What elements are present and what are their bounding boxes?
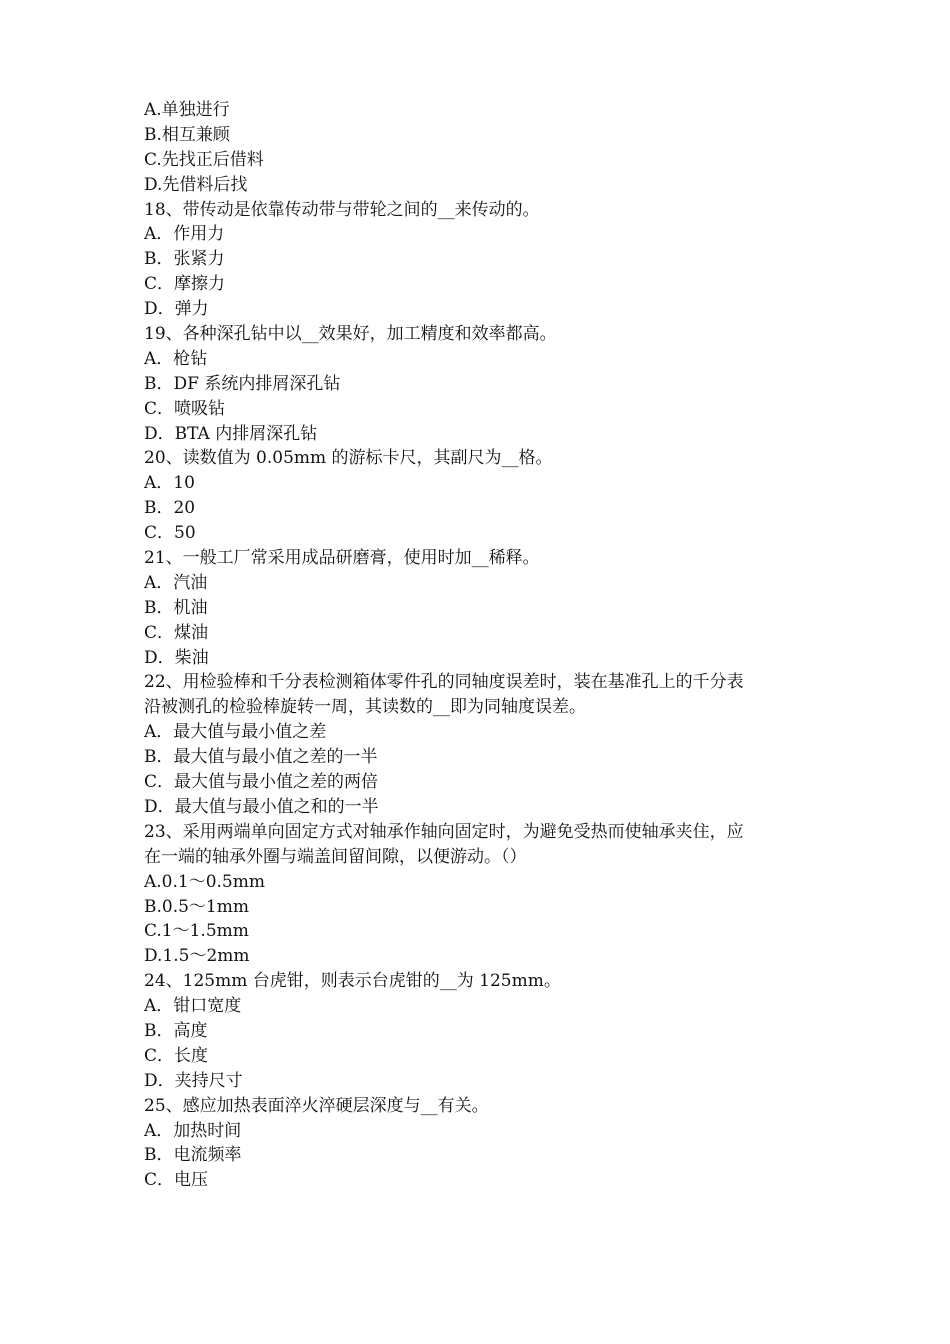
question-20-stem: 20、读数值为 0.05mm 的游标卡尺，其副尺为__格。 (144, 448, 553, 469)
option-line: B.相互兼顾 (144, 124, 230, 145)
question-24-option-b: B．高度 (144, 1020, 208, 1041)
question-20-option-b: B．20 (144, 498, 196, 519)
question-18-stem: 18、带传动是依靠传动带与带轮之间的__来传动的。 (144, 199, 540, 220)
question-24-stem: 24、125mm 台虎钳，则表示台虎钳的__为 125mm。 (144, 971, 561, 992)
question-23-stem-line-2: 在一端的轴承外圈与端盖间留间隙，以便游动。（） (144, 846, 527, 867)
question-21-option-d: D．柴油 (144, 647, 209, 668)
question-25-option-c: C．电压 (144, 1170, 209, 1191)
question-19-option-d: D．BTA 内排屑深孔钻 (144, 423, 318, 444)
question-22-stem-line-1: 22、用检验棒和千分表检测箱体零件孔的同轴度误差时，装在基准孔上的千分表 (144, 672, 744, 693)
question-23-option-b: B.0.5～1mm (144, 896, 249, 917)
question-22-option-c: C．最大值与最小值之差的两倍 (144, 772, 379, 793)
question-19-option-a: A．枪钻 (144, 348, 208, 369)
question-23-option-c: C.1～1.5mm (144, 921, 249, 942)
question-18-option-c: C．摩擦力 (144, 274, 226, 295)
question-21-option-a: A．汽油 (144, 572, 208, 593)
question-19-option-c: C．喷吸钻 (144, 398, 226, 419)
question-21-option-b: B．机油 (144, 597, 208, 618)
question-24-option-d: D．夹持尺寸 (144, 1070, 243, 1091)
question-22-stem-line-2: 沿被测孔的检验棒旋转一周，其读数的__即为同轴度误差。 (144, 697, 586, 718)
option-line: C.先找正后借料 (144, 149, 264, 170)
question-24-option-c: C．长度 (144, 1045, 209, 1066)
question-18-option-a: A．作用力 (144, 224, 225, 245)
question-22-option-d: D．最大值与最小值之和的一半 (144, 796, 379, 817)
question-20-option-a: A．10 (144, 473, 195, 494)
question-25-option-b: B．电流频率 (144, 1145, 242, 1166)
question-23-stem-line-1: 23、采用两端单向固定方式对轴承作轴向固定时，为避免受热而使轴承夹住，应 (144, 821, 744, 842)
question-22-option-a: A．最大值与最小值之差 (144, 722, 327, 743)
question-21-stem: 21、一般工厂常采用成品研磨膏，使用时加__稀释。 (144, 548, 540, 569)
question-25-option-a: A．加热时间 (144, 1120, 242, 1141)
question-23-option-d: D.1.5～2mm (144, 946, 250, 967)
question-19-option-b: B．DF 系统内排屑深孔钻 (144, 373, 341, 394)
question-25-stem: 25、感应加热表面淬火淬硬层深度与__有关。 (144, 1095, 489, 1116)
option-line: D.先借料后找 (144, 174, 248, 195)
question-18-option-d: D．弹力 (144, 299, 209, 320)
question-20-option-c: C．50 (144, 523, 196, 544)
question-22-option-b: B．最大值与最小值之差的一半 (144, 747, 378, 768)
option-line: A.单独进行 (144, 100, 230, 120)
question-19-stem: 19、各种深孔钻中以__效果好，加工精度和效率都高。 (144, 324, 557, 345)
question-23-option-a: A.0.1～0.5mm (144, 871, 265, 892)
question-18-option-b: B．张紧力 (144, 249, 225, 270)
question-24-option-a: A．钳口宽度 (144, 996, 242, 1017)
document-page (144, 98, 814, 1193)
question-21-option-c: C．煤油 (144, 622, 209, 643)
